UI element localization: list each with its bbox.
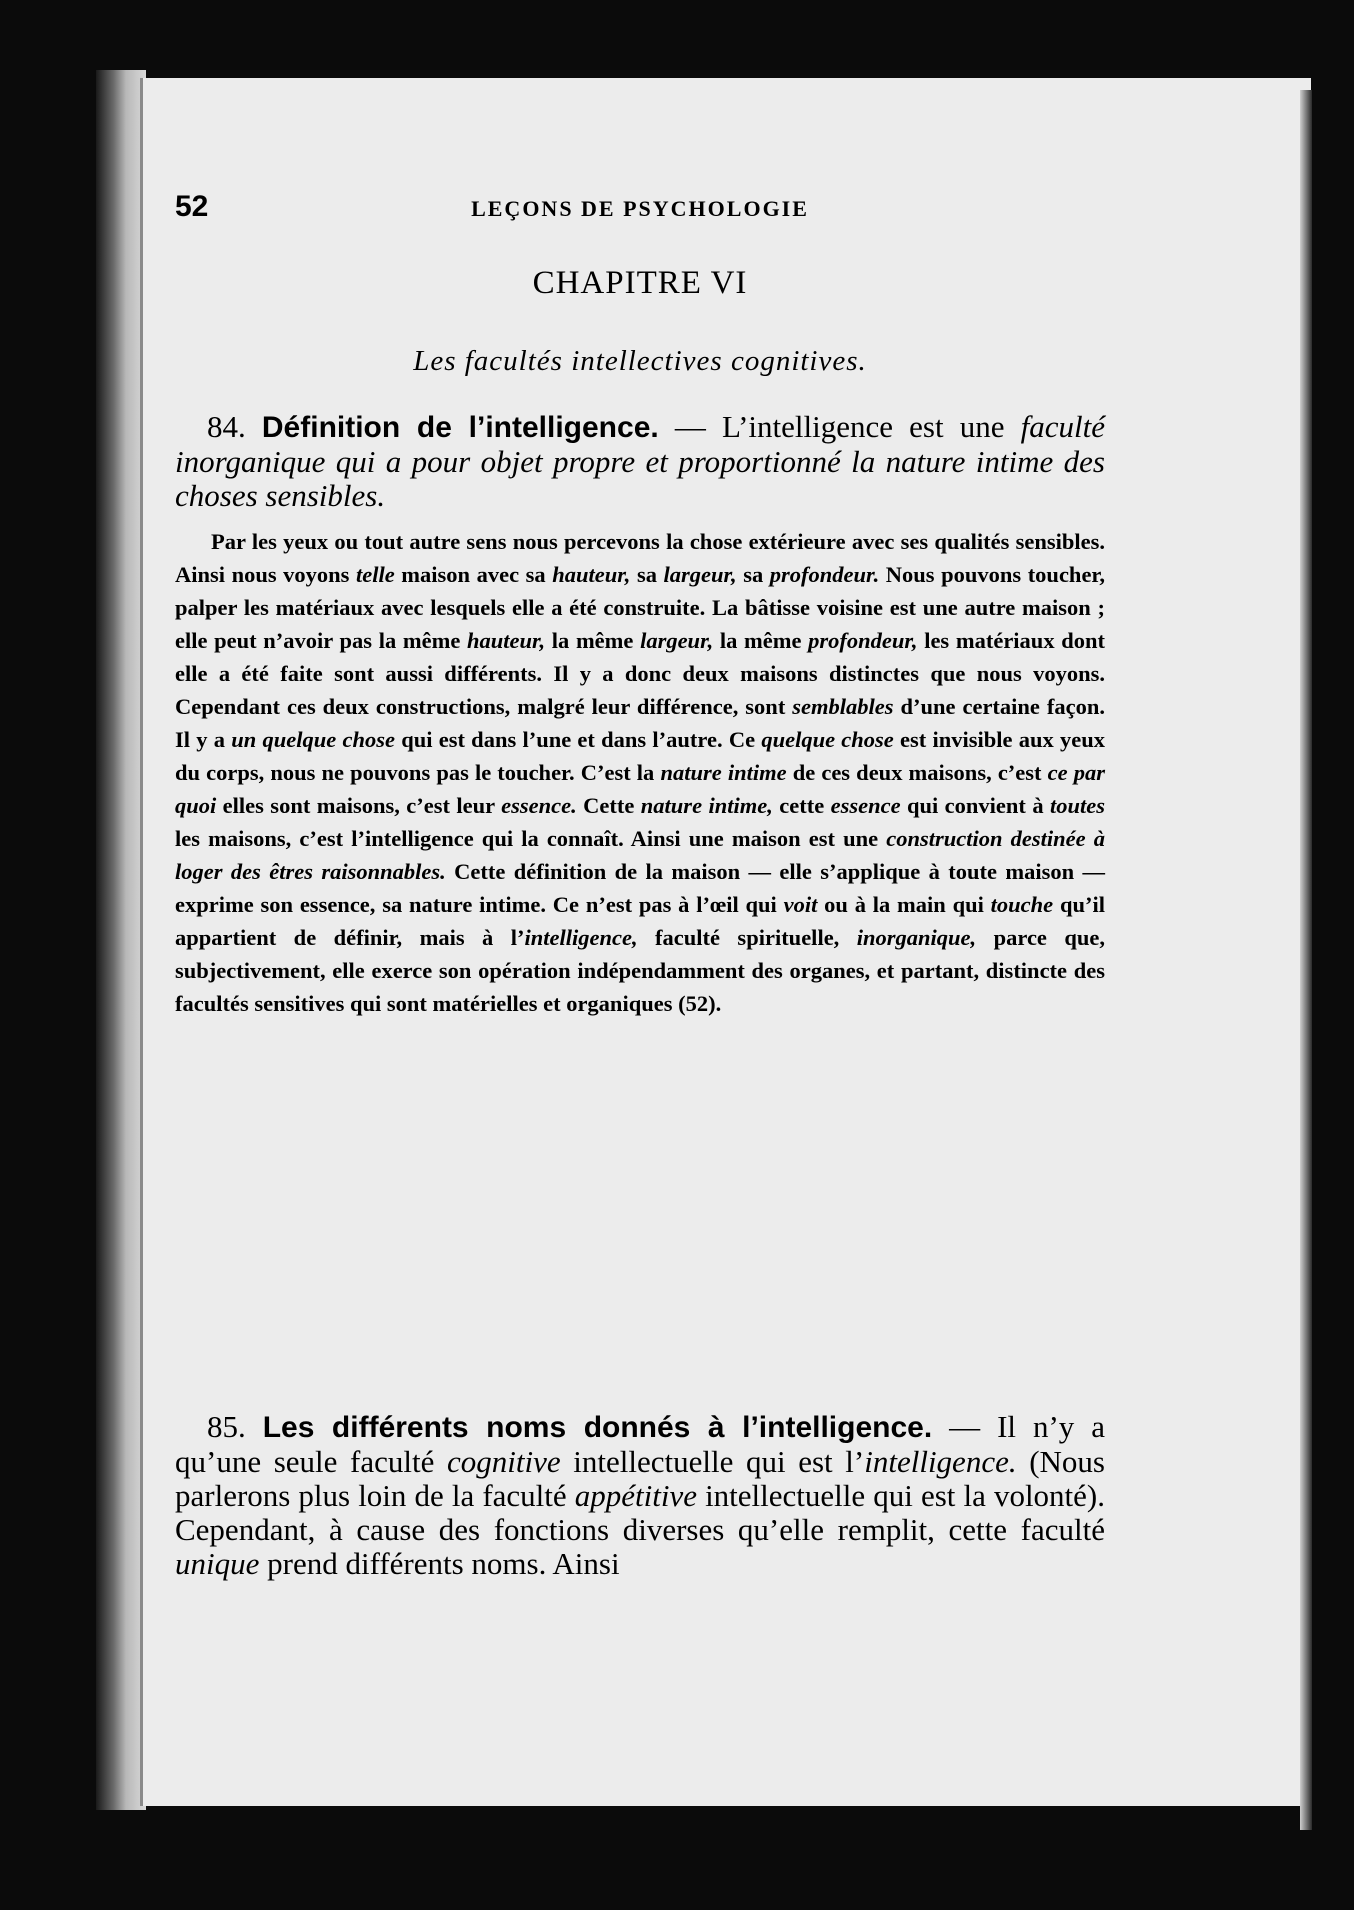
section-text: — L’intelligence est une xyxy=(658,409,1021,444)
section-heading: Les différents noms donnés à l’intelligence. xyxy=(262,1411,933,1444)
section-heading: Définition de l’intelligence. xyxy=(261,411,659,444)
chapter-title: CHAPITRE VI xyxy=(532,265,748,301)
chapter-subtitle: Les facultés intellectives cognitives. xyxy=(413,345,867,377)
running-head xyxy=(175,190,1105,230)
section-number: 85. xyxy=(207,1409,246,1444)
explanatory-paragraph: Par les yeux ou tout autre sens nous percevons la chose extérieure avec ses qualités sensibles. Ainsi nous voyons telle maison avec sa hauteur, sa largeur, sa profondeur. Nous pouvons toucher, palper les matériaux avec lesquels elle a été construite. La bâtisse voisine est une autre maison ; elle peut n’avoir pas la même hauteur, la même largeur, la même profondeur, les matériaux dont elle a été faite sont aussi différents. Il y a donc deux maisons distinctes que nous voyons. Cependant ces deux constructions, malgré leur différence, sont semblables d’une certaine façon. Il y a un quelque chose qui est dans l’une et dans l’autre. Ce quelque chose est invisible aux yeux du corps, nous ne pouvons pas le toucher. C’est la nature intime de ces deux maisons, c’est ce par quoi elles sont maisons, c’est leur essence. Cette nature intime, cette essence qui convient à toutes les maisons, c’est l’intelligence qui la connaît. Ainsi une maison est une construction destinée à loger des êtres raisonnables. Cette définition de la maison — elle s’applique à toute maison — exprime son essence, sa nature intime. Ce n’est pas à l’œil qui voit ou à la main qui touche qu’il appartient de définir, mais à l’intelligence, faculté spirituelle, inorganique, parce que, subjectivement, elle exerce son opération indépendamment des organes, et partant, distincte des facultés sensitives qui sont matérielles et organiques (52). xyxy=(175,529,1106,1016)
section-85: 85. Les différents noms donnés à l’intelligence. — Il n’y a qu’une seule faculté cognitive intellectuelle qui est l’intelligence. (Nous parlerons plus loin de la faculté appétitive intellectuelle qui est la volonté). Cependant, à cause des fonctions diverses qu’elle remplit, cette faculté unique prend différents noms. Ainsi xyxy=(175,1409,1105,1581)
scan-page-edge xyxy=(1300,90,1312,1830)
scan-binding-shadow xyxy=(96,70,146,1810)
section-84 xyxy=(175,410,1105,513)
definition-text: faculté inorganique qui a pour objet propre et proportionné la nature intime des choses sensibles. xyxy=(175,409,1105,513)
section-number: 84. xyxy=(207,409,246,444)
book-title: LEÇONS DE PSYCHOLOGIE xyxy=(471,196,809,221)
page-number: 52 xyxy=(175,190,209,223)
